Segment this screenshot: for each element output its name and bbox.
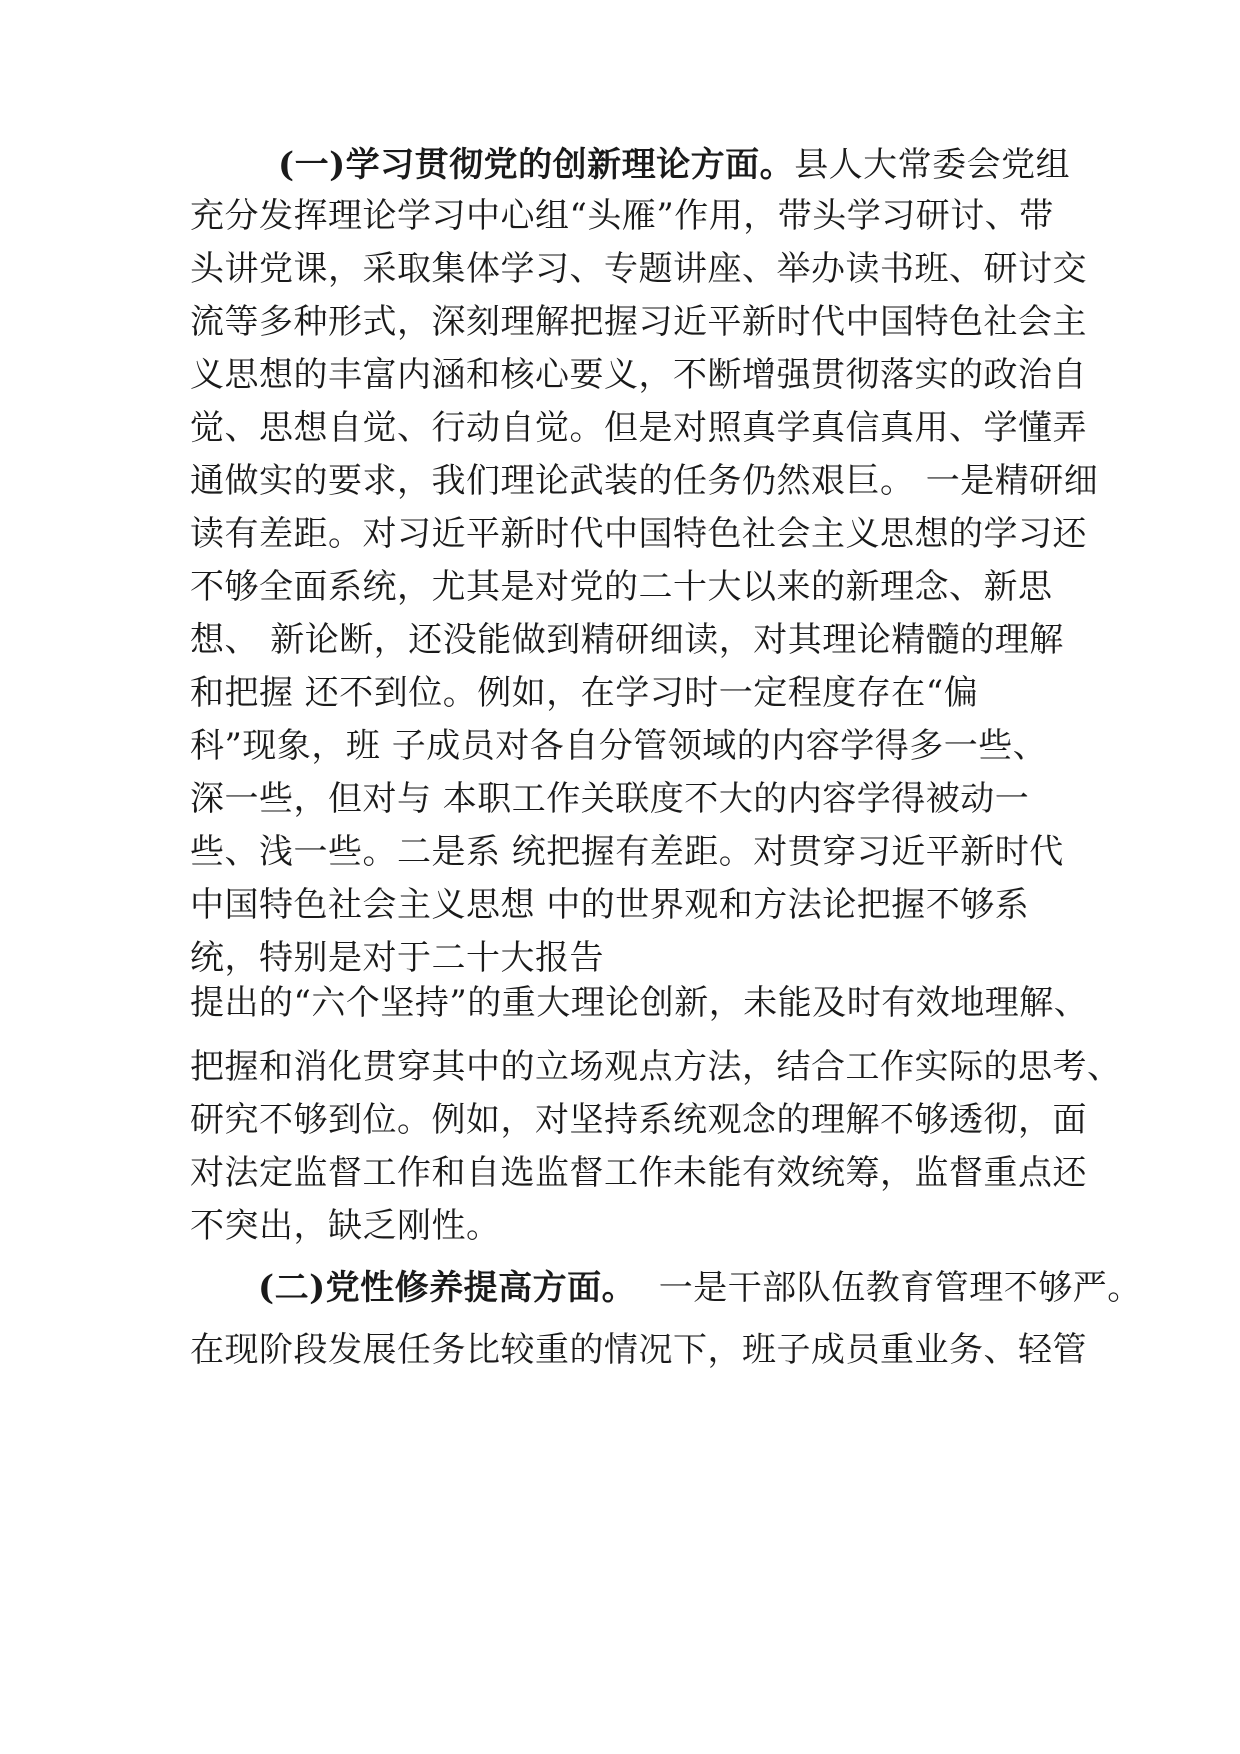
paragraph-line: 深一些，但对与 本职工作关联度不大的内容学得被动一 (190, 779, 1030, 819)
paragraph-line (258, 1268, 1142, 1308)
paragraph-line: 和把握 还不到位。例如，在学习时一定程度存在“偏 (190, 673, 979, 713)
paragraph-line: 研究不够到位。例如，对坚持系统观念的理解不够透彻，面 (190, 1100, 1087, 1140)
paragraph-line: 不突出，缺乏刚性。 (190, 1206, 501, 1246)
paragraph-line: 中国特色社会主义思想 中的世界观和方法论把握不够系 (190, 885, 1030, 925)
paragraph-line: 提出的“六个坚持”的重大理论创新，未能及时有效地理解、 (190, 983, 1089, 1023)
section-heading-1: (一)学习贯彻党的创新理论方面。 (278, 145, 795, 185)
paragraph-line: 对法定监督工作和自选监督工作未能有效统筹，监督重点还 (190, 1153, 1087, 1193)
paragraph-line: 想、 新论断，还没能做到精研细读，对其理论精髓的理解 (190, 620, 1064, 660)
paragraph-line: 在现阶段发展任务比较重的情况下，班子成员重业务、轻管 (190, 1330, 1087, 1370)
paragraph-line: 把握和消化贯穿其中的立场观点方法，结合工作实际的思考、 (190, 1047, 1122, 1087)
paragraph-line: 充分发挥理论学习中心组“头雁”作用，带头学习研讨、带 (190, 196, 1054, 236)
paragraph-line: 些、浅一些。二是系 统把握有差距。对贯穿习近平新时代 (190, 832, 1064, 872)
paragraph-line: 统，特别是对于二十大报告 (190, 938, 604, 978)
paragraph-line: 科”现象，班 子成员对各自分管领域的内容学得多一些、 (190, 726, 1048, 766)
paragraph-line: 读有差距。对习近平新时代中国特色社会主义思想的学习还 (190, 514, 1087, 554)
paragraph-line: 不够全面系统，尤其是对党的二十大以来的新理念、新思 (190, 567, 1053, 607)
paragraph-line: 觉、思想自觉、行动自觉。但是对照真学真信真用、学懂弄 (190, 408, 1087, 448)
paragraph-line: 通做实的要求，我们理论武装的任务仍然艰巨。 一是精研细 (190, 461, 1099, 501)
paragraph-line: 流等多种形式，深刻理解把握习近平新时代中国特色社会主 (190, 302, 1087, 342)
section-heading-2: (二)党性修养提高方面。 (258, 1268, 637, 1308)
paragraph-text: 一是干部队伍教育管理不够严。 (636, 1268, 1142, 1308)
paragraph-line (278, 145, 1070, 185)
paragraph-line: 头讲党课，采取集体学习、专题讲座、举办读书班、研讨交 (190, 249, 1087, 289)
paragraph-text: 县人大常委会党组 (794, 145, 1071, 185)
paragraph-line: 义思想的丰富内涵和核心要义，不断增强贯彻落实的政治自 (190, 355, 1087, 395)
